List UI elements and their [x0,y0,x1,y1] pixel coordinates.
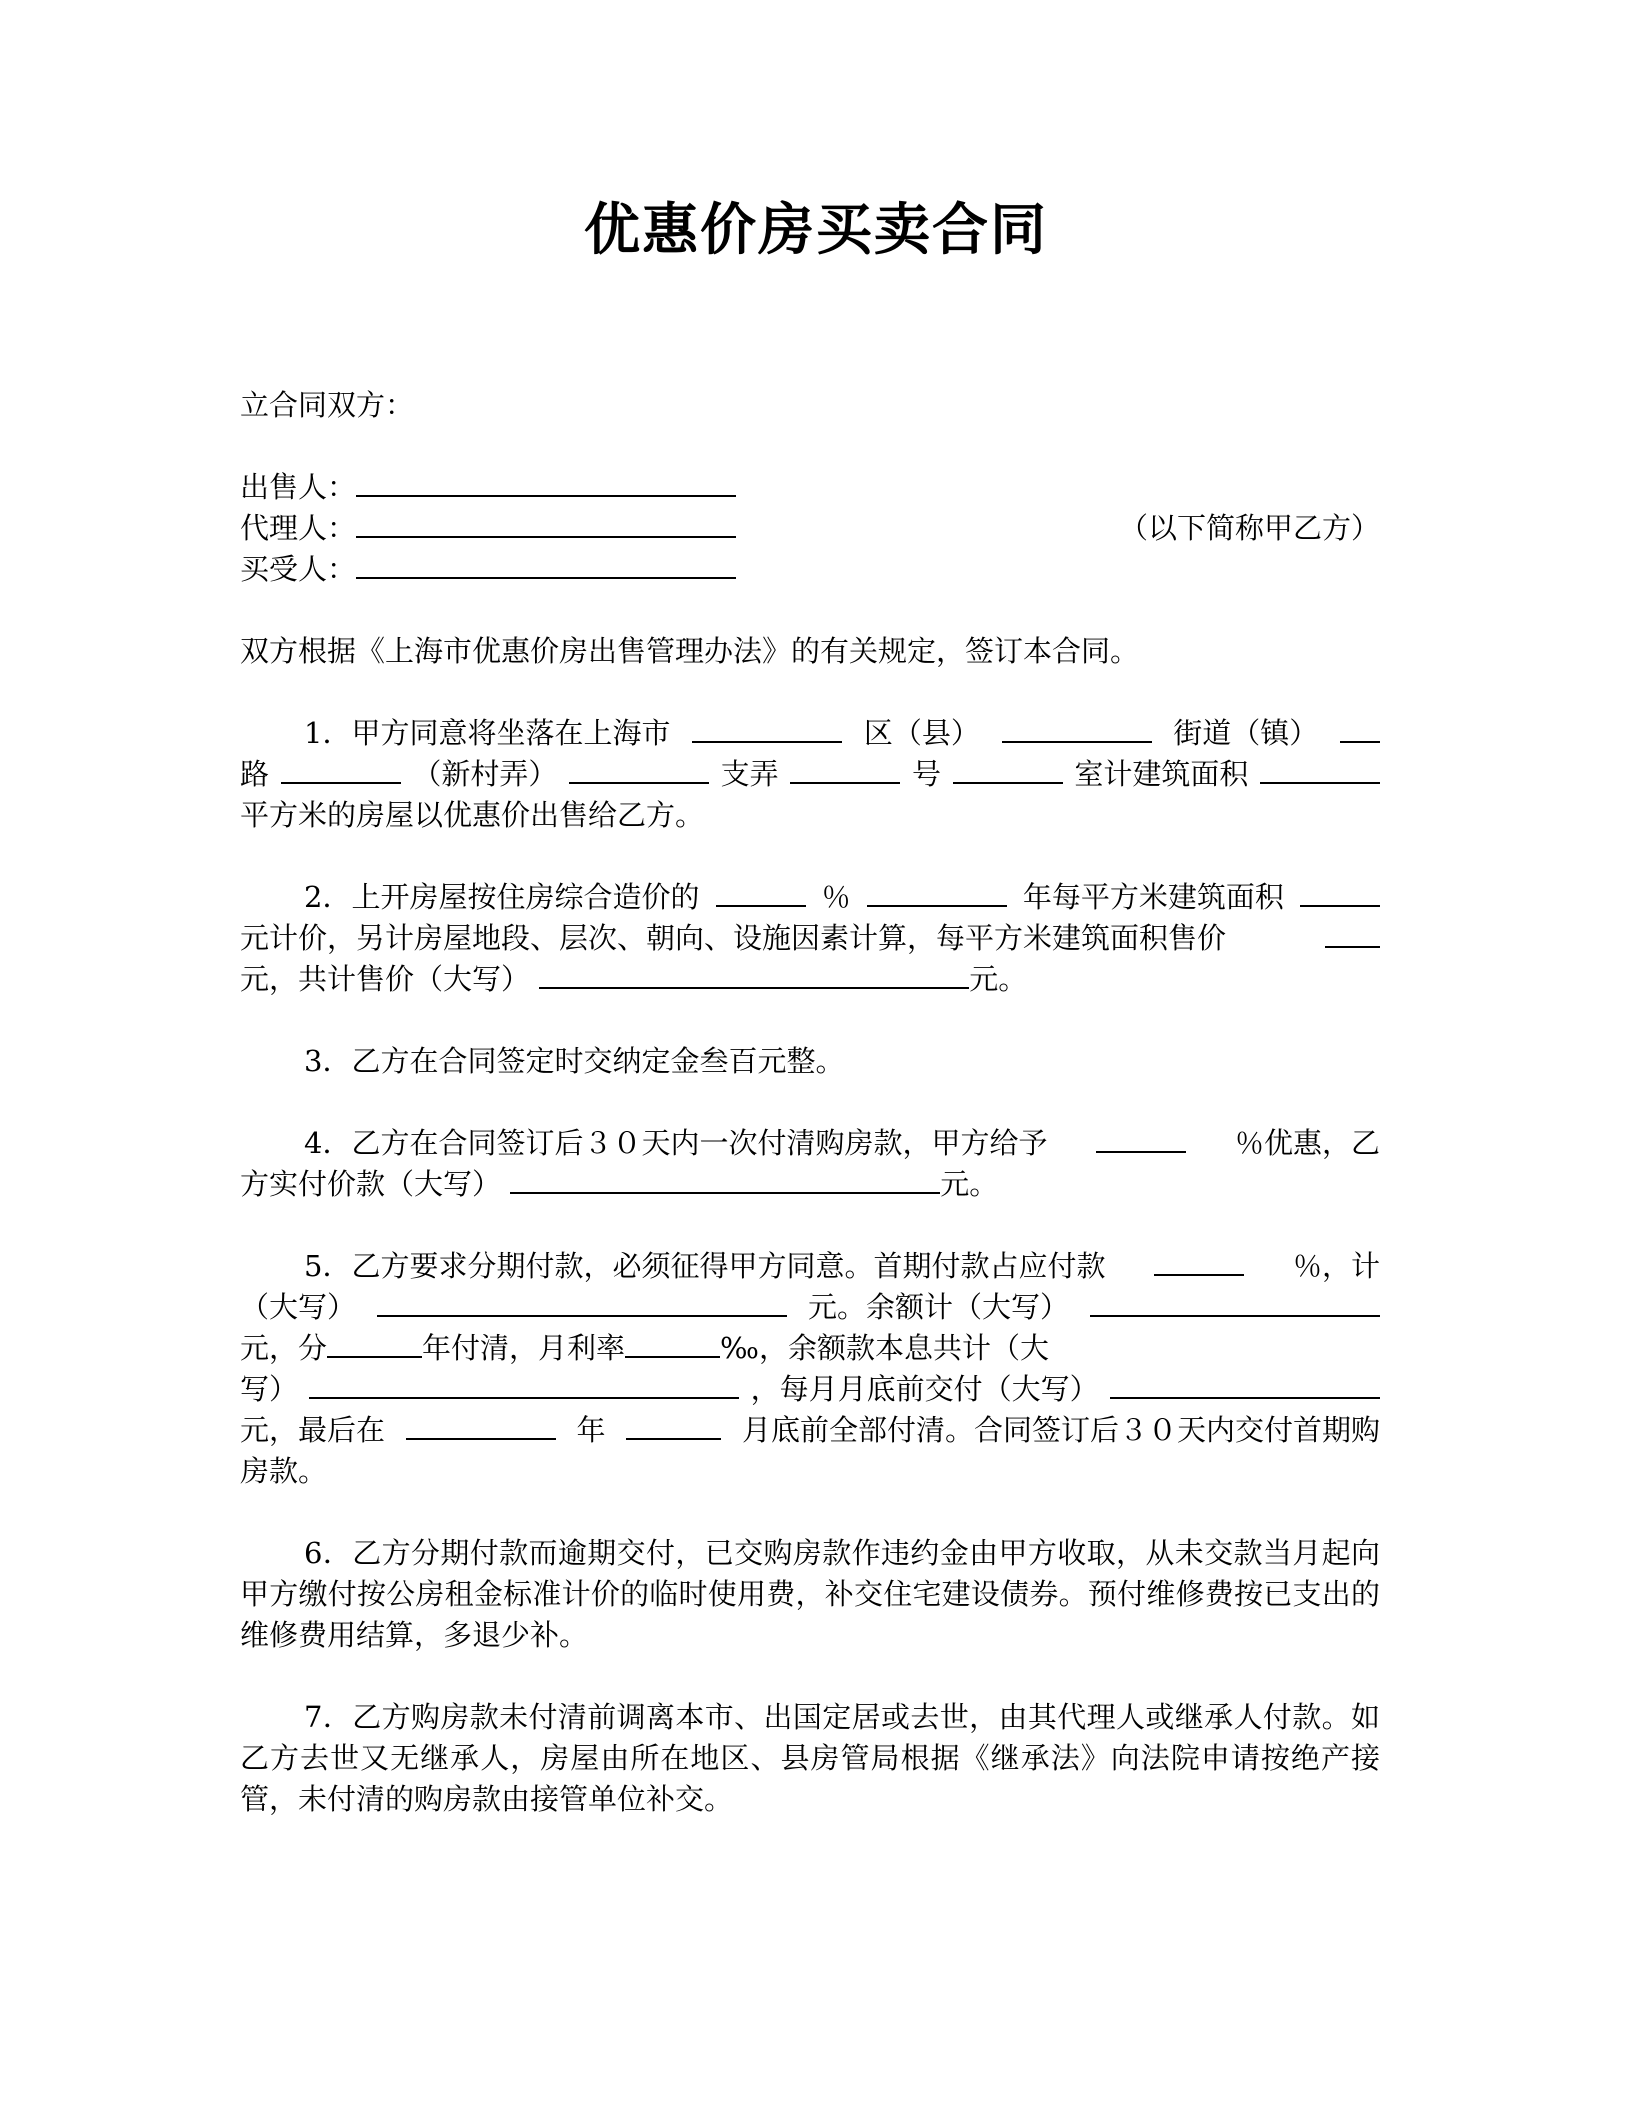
clause-2-line-3: 元，共计售价（大写） 元。 [240,959,1380,1000]
clauses [240,713,1380,1820]
agent-row [240,508,1380,549]
final-year-blank[interactable] [406,1410,556,1440]
monthly-rate-blank[interactable] [625,1328,720,1358]
actual-payment-blank[interactable] [510,1164,940,1194]
clause-5-line-3: 元，分 年付清，月利率 ‰，余额款本息共计（大 [240,1328,1380,1369]
clause-4-line-2: 方实付价款（大写） 元。 [240,1164,1380,1205]
room-blank[interactable] [953,754,1063,784]
street-blank[interactable] [1002,713,1152,743]
agent-blank[interactable] [356,508,736,538]
buyer-blank[interactable] [356,549,736,579]
document-title: 优惠价房买卖合同 [584,198,1048,263]
clause-3: 3．乙方在合同签定时交纳定金叁百元整。 [304,1044,845,1078]
clause-1-line-2: 路 （新村弄） 支弄 号 室计建筑面积 [240,754,1380,795]
seller-row [240,467,1380,508]
contract-body [240,385,1380,713]
installment-years-blank[interactable] [327,1328,422,1358]
area-blank[interactable] [1260,754,1380,784]
discount-blank[interactable] [1096,1123,1186,1153]
year-blank[interactable] [867,877,1007,907]
clause-2-line-2: 元计价，另计房屋地段、层次、朝向、设施因素计算，每平方米建筑面积售价 [240,918,1380,959]
clause-6: 6．乙方分期付款而逾期交付，已交购房款作违约金由甲方收取，从未交款当月起向甲方缴付按公房租金标准计价的临时使用费，补交住宅建设债券。预付维修费按已支出的维修费用结算，多退少补。 [240,1536,1380,1652]
parties-header: 立合同双方： [240,388,415,422]
down-payment-blank[interactable] [377,1287,787,1317]
district-blank[interactable] [692,713,842,743]
clause-5-line-1: 5．乙方要求分期付款，必须征得甲方同意。首期付款占应付款 ％，计 [240,1246,1380,1287]
abbrev-note: （以下简称甲乙方） [1118,511,1380,545]
total-price-blank[interactable] [539,959,969,989]
clause-5-line-5: 元，最后在 年 月底前全部付清。合同签订后３０天内交付首期购 [240,1410,1380,1451]
agent-label: 代理人： [240,511,357,545]
total-with-interest-blank[interactable] [309,1369,739,1399]
seller-blank[interactable] [356,467,736,497]
final-month-blank[interactable] [626,1410,721,1440]
monthly-payment-blank[interactable] [1110,1369,1380,1399]
clause-7: 7．乙方购房款未付清前调离本市、出国定居或去世，由其代理人或继承人付款。如乙方去世又无继承人，房屋由所在地区、县房管局根据《继承法》向法院申请按绝产接管，未付清的购房款由接管单位补交。 [240,1700,1380,1816]
buyer-label: 买受人： [240,552,357,586]
lane-blank[interactable] [569,754,709,784]
balance-blank[interactable] [1090,1287,1380,1317]
clause-2-line-1: 2．上开房屋按住房综合造价的 ％ 年每平方米建筑面积 [240,877,1380,918]
clause-5-line-6: 房款。 [240,1454,328,1488]
buyer-row [240,549,1380,590]
clause-1-line-1: 1．甲方同意将坐落在上海市 区（县） 街道（镇） [240,713,1380,754]
down-payment-percent-blank[interactable] [1154,1246,1244,1276]
clause-4-line-1: 4．乙方在合同签订后３０天内一次付清购房款，甲方给予 ％优惠，乙 [240,1123,1380,1164]
road-blank-2[interactable] [281,754,401,784]
intro-text: 双方根据《上海市优惠价房出售管理办法》的有关规定，签订本合同。 [240,634,1140,668]
clause-5-line-2: （大写） 元。余额计（大写） [240,1287,1380,1328]
clause-1-line-3: 平方米的房屋以优惠价出售给乙方。 [240,798,705,832]
clause-5-line-4: 写） ，每月月底前交付（大写） [240,1369,1380,1410]
unit-price-blank[interactable] [1325,918,1380,948]
percent-blank[interactable] [716,877,806,907]
seller-label: 出售人： [240,470,357,504]
number-blank[interactable] [790,754,900,784]
road-blank[interactable] [1340,713,1380,743]
unit-cost-blank[interactable] [1300,877,1380,907]
